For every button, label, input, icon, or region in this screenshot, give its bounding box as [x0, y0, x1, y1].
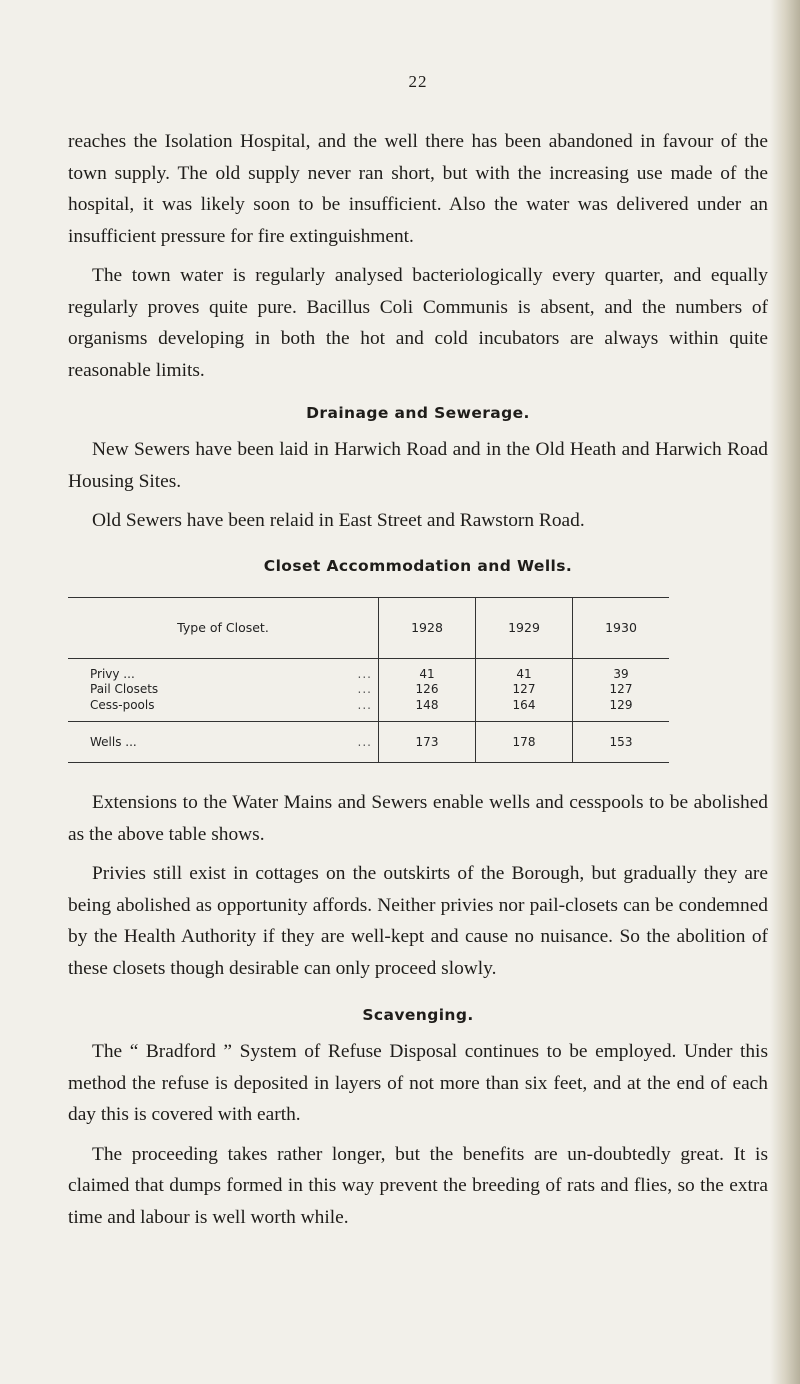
- table-cell: 39: [573, 667, 670, 683]
- leader-dots: ...: [357, 682, 372, 696]
- table-cell: 153: [573, 722, 670, 763]
- paragraph: New Sewers have been laid in Harwich Road and in the Old Heath and Harwich Road Housing Sites.: [68, 439, 768, 492]
- table-header-row: [68, 597, 669, 658]
- page-edge-shadow: [770, 0, 800, 1384]
- table-cell: 148: [379, 698, 476, 714]
- paragraph: Old Sewers have been relaid in East Street and Rawstorn Road.: [92, 510, 585, 531]
- section-heading-drainage: Drainage and Sewerage.: [306, 404, 530, 422]
- table-cell: 164: [476, 698, 573, 714]
- section-heading-scavenging: Scavenging.: [362, 1006, 474, 1024]
- table-cell: 129: [573, 698, 670, 714]
- closet-table: [68, 597, 669, 764]
- section-heading-closet: Closet Accommodation and Wells.: [263, 556, 573, 575]
- row-label: Privy ...: [90, 666, 135, 681]
- table-cell: 178: [476, 722, 573, 763]
- table-cell: 41: [379, 667, 476, 683]
- column-header-1930: 1930: [573, 597, 670, 658]
- paragraph: Extensions to the Water Mains and Sewers enable wells and cesspools to be abolished as the above table shows.: [68, 792, 768, 845]
- table-cell: 127: [476, 682, 573, 698]
- table-cell: 41: [476, 667, 573, 683]
- row-label: Cess-pools: [90, 697, 155, 712]
- row-label: Pail Closets: [90, 682, 159, 696]
- paragraph: The town water is regularly analysed bacteriologically every quarter, and equally regularly proves quite pure. Bacillus Coli Communis is absent, and the numbers of organisms developing in both the hot and cold incubators are always within quite reasonable limits.: [68, 265, 768, 381]
- column-header-1928: 1928: [379, 597, 476, 658]
- paragraph: The proceeding takes rather longer, but the benefits are un-doubtedly great. It is claimed that dumps formed in this way prevent the breeding of rats and flies, so the extra time and labour is well worth while.: [68, 1143, 768, 1228]
- table-row: [68, 682, 669, 698]
- column-header-type: Type of Closet.: [68, 597, 379, 658]
- column-header-1929: 1929: [476, 597, 573, 658]
- paragraph: reaches the Isolation Hospital, and the well there has been abandoned in favour of the town supply. The old supply never ran short, but with the increasing use made of the hospital, it was likely soon to be insufficient. Also the water was delivered under an insufficient pressure for fire extinguishment.: [68, 131, 768, 247]
- leader-dots: ...: [357, 735, 372, 749]
- table-row: [68, 667, 669, 683]
- table-row: [68, 698, 669, 714]
- table-row-wells: [68, 722, 669, 763]
- closet-table-wrapper: [68, 597, 768, 764]
- page-number: 22: [408, 72, 428, 91]
- document-page: [68, 72, 768, 1233]
- paragraph: The “ Bradford ” System of Refuse Disposal continues to be employed. Under this method the refuse is deposited in layers of not more than six feet, and at the end of each day this is covered with earth.: [68, 1041, 768, 1125]
- table-cell: 127: [573, 682, 670, 698]
- leader-dots: ...: [357, 697, 372, 712]
- paragraph: Privies still exist in cottages on the outskirts of the Borough, but gradually they are being abolished as opportunity affords. Neither privies nor pail-closets can be condemned by the Health Authority if they are well-kept and cause no nuisance. So the abolition of these closets though desirable can only proceed slowly.: [68, 863, 768, 979]
- table-cell: 173: [379, 722, 476, 763]
- leader-dots: ...: [357, 666, 372, 681]
- row-label: Wells ...: [90, 735, 137, 749]
- table-cell: 126: [379, 682, 476, 698]
